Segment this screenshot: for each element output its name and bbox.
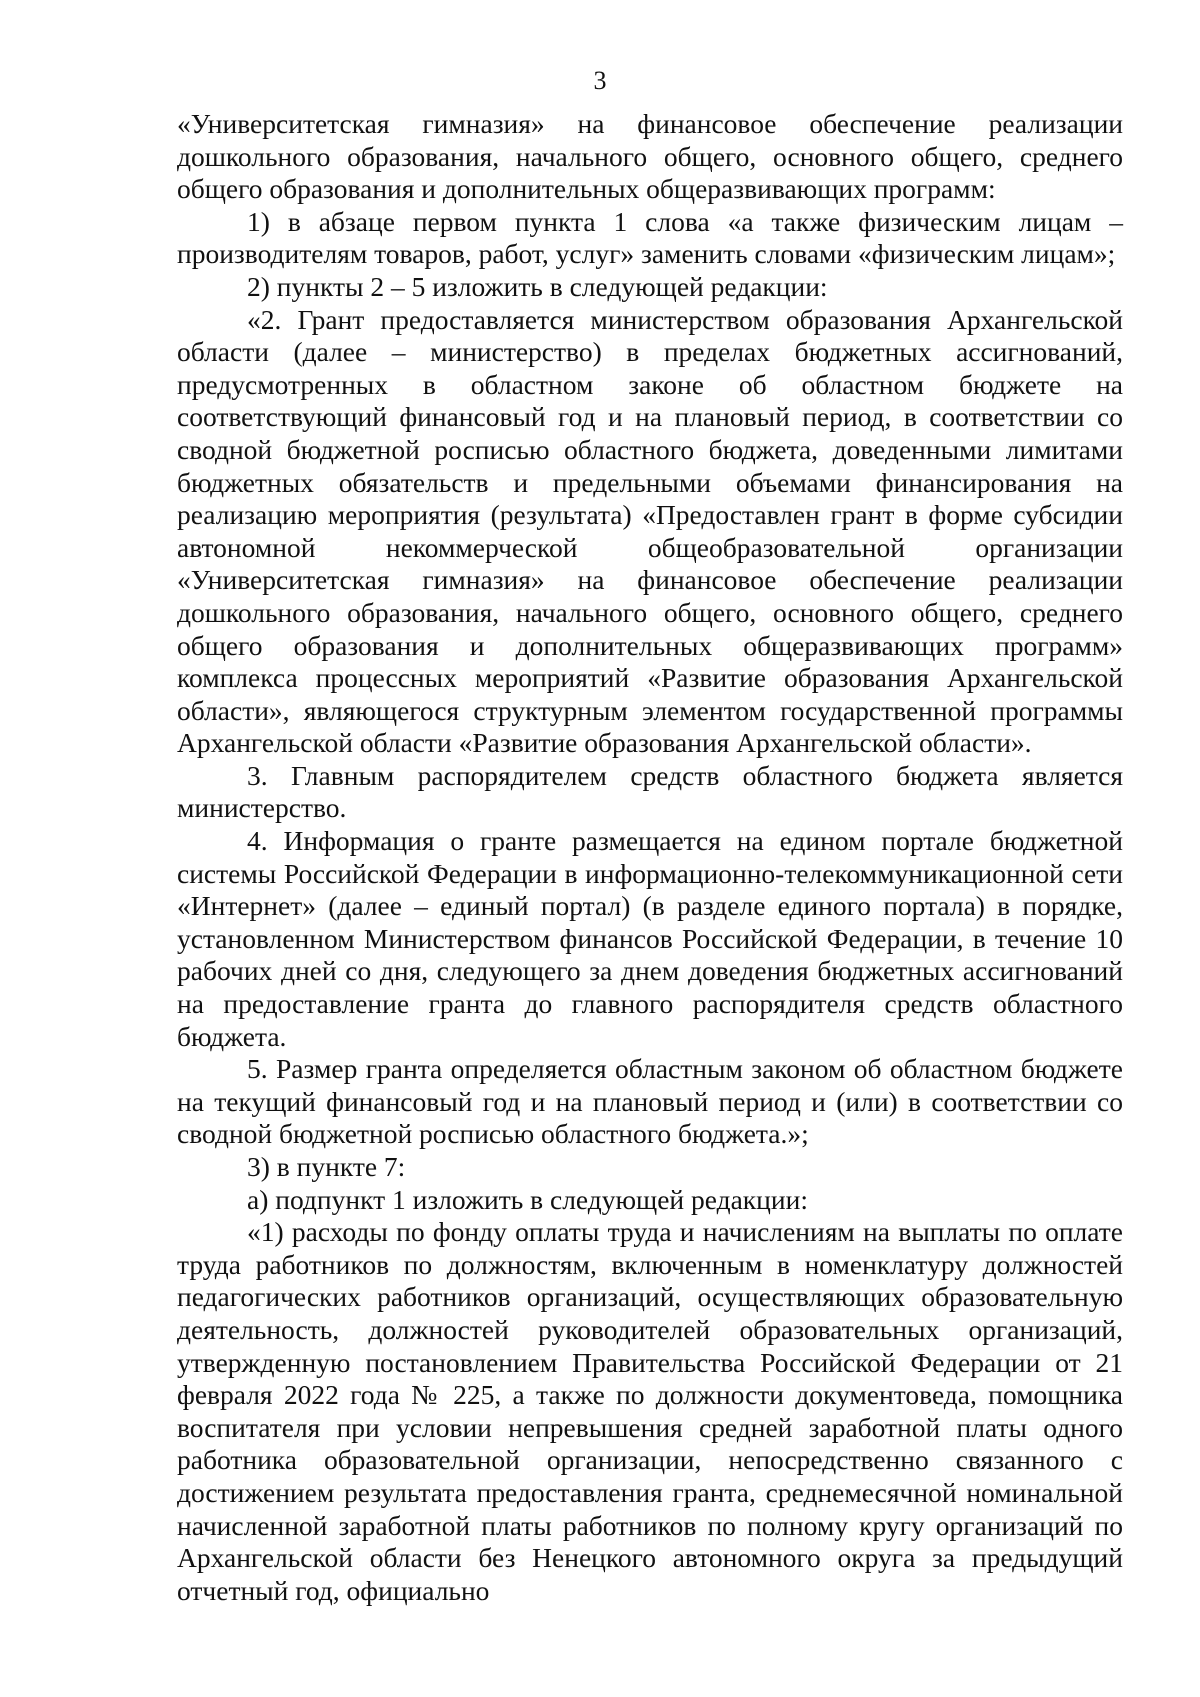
paragraph-item-2: 2) пункты 2 – 5 изложить в следующей редакции: bbox=[247, 270, 828, 302]
paragraph-continuation: «Университетская гимназия» на финансовое обеспечение реализации дошкольного образования, начального общего, основного общего, среднего общего образования и дополнительных общеразвивающих программ: bbox=[177, 108, 1123, 205]
paragraph-clause-2: «2. Грант предоставляется министерством образования Архангельской области (далее – министерство) в пределах бюджетных ассигнований, предусмотренных в областном законе об областном бюджете на соответствующий финансовый год и на плановый период, в соответствии со сводной бюджетной росписью областного бюджета, доведенными лимитами бюджетных обязательств и предельными объемами финансирования на реализацию мероприятия (результата) «Предоставлен грант в форме субсидии автономной некоммерческой общеобразовательной организации «Университетская гимназия» на финансовое обеспечение реализации дошкольного образования, начального общего, основного общего, среднего общего образования и дополнительных общеразвивающих программ» комплекса процессных мероприятий «Развитие образования Архангельской области», являющегося структурным элементом государственной программы Архангельской области «Развитие образования Архангельской области». bbox=[177, 303, 1123, 759]
paragraph-item-1: 1) в абзаце первом пункта 1 слова «а также физическим лицам – производителям товаров, работ, услуг» заменить словами «физическим лицам»; bbox=[177, 205, 1123, 270]
paragraph-clause-4: 4. Информация о гранте размещается на едином портале бюджетной системы Российской Федерации в информационно-телекоммуникационной сети «Интернет» (далее – единый портал) (в разделе единого портала) в порядке, установленном Министерством финансов Российской Федерации, в течение 10 рабочих дней со дня, следующего за днем доведения бюджетных ассигнований на предоставление гранта до главного распорядителя средств областного бюджета. bbox=[177, 825, 1123, 1052]
paragraph-clause-3: 3. Главным распорядителем средств областного бюджета является министерство. bbox=[177, 759, 1123, 824]
paragraph-clause-5: 5. Размер гранта определяется областным законом об областном бюджете на текущий финансовый год и на плановый период и (или) в соответствии со сводной бюджетной росписью областного бюджета.»; bbox=[177, 1053, 1123, 1150]
paragraph-item-3: 3) в пункте 7: bbox=[247, 1151, 406, 1182]
page-number: 3 bbox=[593, 66, 607, 95]
document-body bbox=[177, 108, 1123, 1607]
paragraph-subitem-a: а) подпункт 1 изложить в следующей редакции: bbox=[247, 1183, 808, 1215]
paragraph-subclause-1: «1) расходы по фонду оплаты труда и начислениям на выплаты по оплате труда работников по должностям, включенным в номенклатуру должностей педагогических работников организаций, осуществляющих образовательную деятельность, должностей руководителей образовательных организаций, утвержденную постановлением Правительства Российской Федерации от 21 февраля 2022 года № 225, а также по должности документоведа, помощника воспитателя при условии непревышения средней заработной платы одного работника образовательной организации, непосредственно связанного с достижением результата предоставления гранта, среднемесячной номинальной начисленной заработной платы работников по полному кругу организаций по Архангельской области без Ненецкого автономного округа за предыдущий отчетный год, официально bbox=[177, 1216, 1123, 1606]
